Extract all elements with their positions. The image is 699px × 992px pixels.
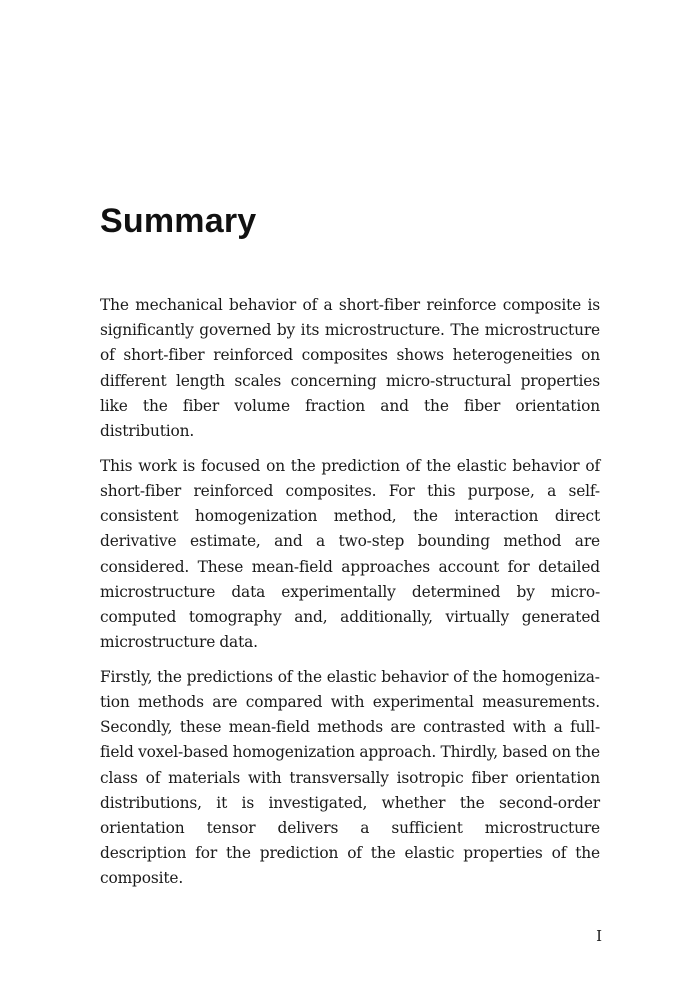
summary-body	[100, 293, 600, 901]
page-title: Summary	[100, 202, 257, 240]
page-number: I	[596, 927, 602, 945]
paragraph-2: This work is focused on the prediction of the elastic behavior of short-fiber reinforced composites. For this purpose, a self-consistent homogenization method, the interaction direct derivative estimate, and a two-step bounding method are considered. These mean-field approaches account for detailed microstructure data experimentally determined by micro-computed tomography and, additionally, virtually generated microstructure data.	[100, 456, 600, 652]
paragraph-1: The mechanical behavior of a short-fiber reinforce composite is significantly governed by its microstructure. The microstructure of short-fiber reinforced composites shows heterogeneities on different length scales concerning micro-structural properties like the fiber volume fraction and the fiber orientation distribution.	[100, 296, 600, 441]
paragraph-3: Firstly, the predictions of the elastic behavior of the homogenization methods are compared with experimental measurements. Secondly, these mean-field methods are contrasted with a full-field voxel-based homogenization approach. Thirdly, based on the class of materials with transversally isotropic fiber orientation distributions, it is investigated, whether the second-order orientation tensor delivers a sufficient microstructure description for the prediction of the elastic properties of the composite.	[100, 667, 600, 888]
